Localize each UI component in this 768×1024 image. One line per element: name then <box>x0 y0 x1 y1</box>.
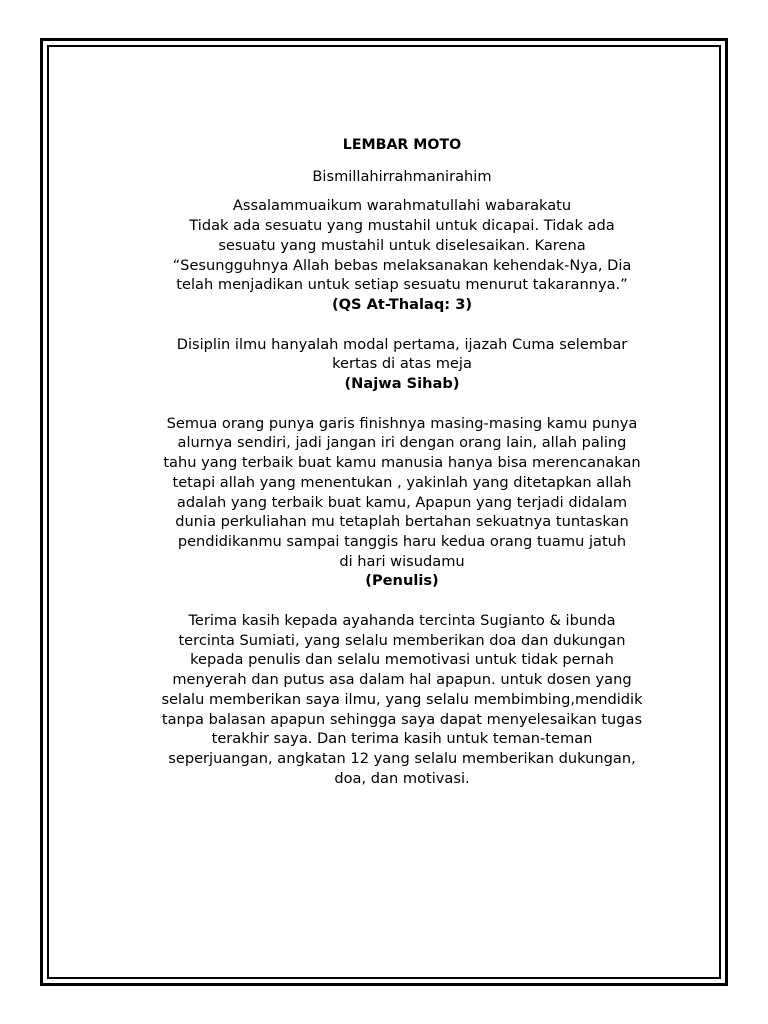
text-line: di hari wisudamu <box>339 552 465 570</box>
document-body <box>135 136 669 788</box>
text-line: adalah yang terbaik buat kamu, Apapun yang terjadi didalam <box>176 493 628 511</box>
motto-section-penulis <box>135 414 669 591</box>
text-line: Semua orang punya garis finishnya masing-masing kamu punya <box>166 414 638 432</box>
text-line: selalu memberikan saya ilmu, yang selalu membimbing,mendidik <box>161 690 643 708</box>
basmalah-line: Bismillahirrahmanirahim <box>312 167 492 185</box>
text-line: tercinta Sumiati, yang selalu memberikan doa dan dukungan <box>178 631 626 649</box>
text-line: tanpa balasan apapun sehingga saya dapat menyelesaikan tugas <box>161 710 643 728</box>
thanks-section <box>135 611 669 788</box>
text-line: kepada penulis dan selalu memotivasi untuk tidak pernah <box>190 651 614 669</box>
attribution-najwa-sihab: (Najwa Sihab) <box>344 375 460 393</box>
text-line: doa, dan motivasi. <box>334 769 470 787</box>
text-line: sesuatu yang mustahil untuk diselesaikan. Karena <box>218 236 586 254</box>
text-line: pendidikanmu sampai tanggis haru kedua orang tuamu jatuh <box>177 532 627 550</box>
text-line: tetapi allah yang menentukan , yakinlah yang ditetapkan allah <box>172 473 632 491</box>
motto-section-quran <box>135 196 669 314</box>
text-line: telah menjadikan untuk setiap sesuatu menurut takarannya.” <box>176 276 628 294</box>
text-line: Assalammuaikum warahmatullahi wabarakatu <box>232 197 572 215</box>
text-line: Terima kasih kepada ayahanda tercinta Sugianto & ibunda <box>188 612 616 630</box>
attribution-qs-at-thalaq: (QS At-Thalaq: 3) <box>331 295 473 313</box>
text-line: Tidak ada sesuatu yang mustahil untuk dicapai. Tidak ada <box>189 217 615 235</box>
attribution-penulis: (Penulis) <box>365 572 439 590</box>
text-line: seperjuangan, angkatan 12 yang selalu memberikan dukungan, <box>168 749 636 767</box>
text-line: Disiplin ilmu hanyalah modal pertama, ijazah Cuma selembar <box>176 335 628 353</box>
page-title: LEMBAR MOTO <box>342 137 462 153</box>
text-line: kertas di atas meja <box>332 355 472 373</box>
text-line: menyerah dan putus asa dalam hal apapun. untuk dosen yang <box>172 671 632 689</box>
text-line: terakhir saya. Dan terima kasih untuk teman-teman <box>211 730 593 748</box>
text-line: alurnya sendiri, jadi jangan iri dengan orang lain, allah paling <box>177 434 627 452</box>
text-line: dunia perkuliahan mu tetaplah bertahan sekuatnya tuntaskan <box>175 513 629 531</box>
text-line: “Sesungguhnya Allah bebas melaksanakan kehendak-Nya, Dia <box>172 256 632 274</box>
text-line: tahu yang terbaik buat kamu manusia hanya bisa merencanakan <box>163 454 641 472</box>
motto-section-najwa <box>135 335 669 394</box>
